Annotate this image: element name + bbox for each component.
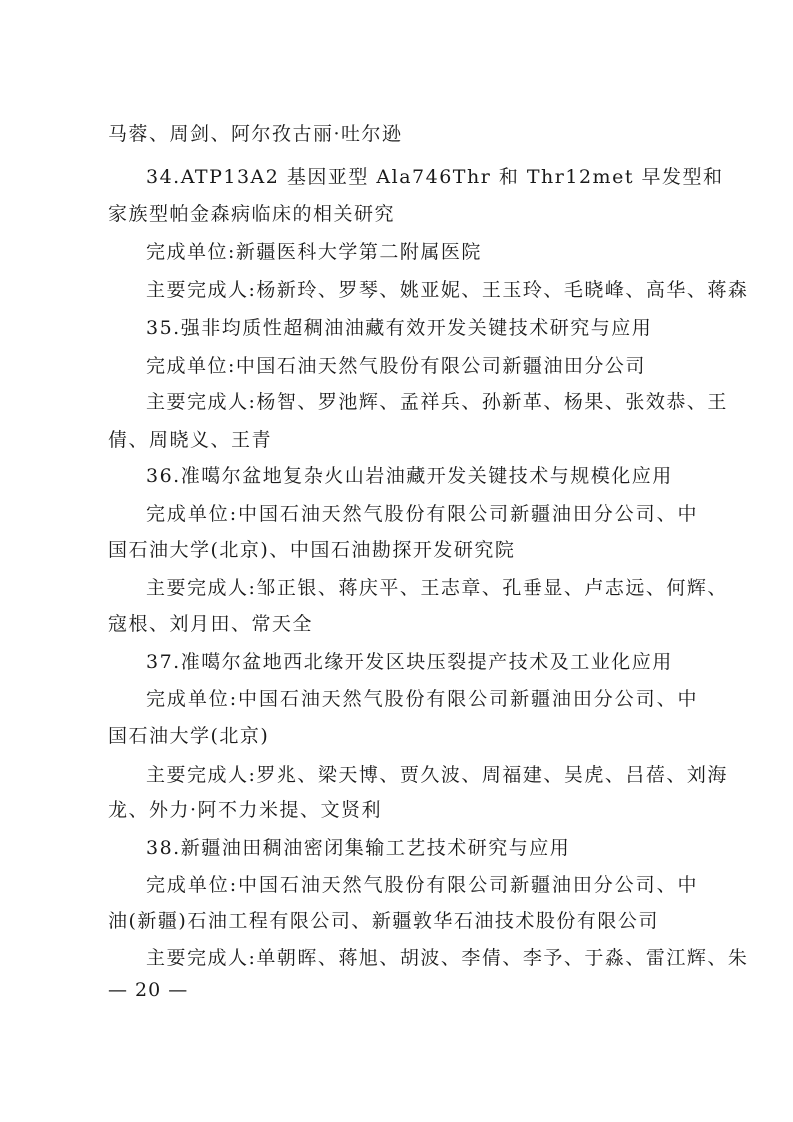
item-title: 35.强非均质性超稠油油藏有效开发关键技术研究与应用	[146, 317, 653, 339]
completion-unit: 完成单位:新疆医科大学第二附属医院	[146, 241, 482, 263]
item-title: 37.准噶尔盆地西北缘开发区块压裂提产技术及工业化应用	[146, 651, 673, 673]
text-line: 国石油大学(北京)	[108, 725, 270, 747]
completion-unit: 完成单位:中国石油天然气股份有限公司新疆油田分公司、中	[146, 688, 698, 710]
main-contributors: 主要完成人:罗兆、梁天博、贾久波、周福建、吴虎、吕蓓、刘海	[146, 764, 728, 786]
completion-unit: 完成单位:中国石油天然气股份有限公司新疆油田分公司、中	[146, 503, 698, 525]
main-contributors: 主要完成人:单朝晖、蒋旭、胡波、李倩、李予、于淼、雷江辉、朱	[146, 947, 749, 969]
item-title: 34.ATP13A2 基因亚型 Ala746Thr 和 Thr12met 早发型和	[146, 166, 724, 188]
completion-unit: 完成单位:中国石油天然气股份有限公司新疆油田分公司、中	[146, 874, 698, 896]
text-line: 油(新疆)石油工程有限公司、新疆敦华石油技术股份有限公司	[108, 910, 659, 932]
text-line: 家族型帕金森病临床的相关研究	[108, 203, 396, 225]
main-contributors: 主要完成人:邹正银、蒋庆平、王志章、孔垂显、卢志远、何辉、	[146, 577, 728, 599]
item-title: 36.准噶尔盆地复杂火山岩油藏开发关键技术与规模化应用	[146, 465, 673, 487]
text-line: 寇根、刘月田、常天全	[108, 613, 314, 635]
text-line: 马蓉、周剑、阿尔孜古丽·吐尔逊	[108, 123, 403, 145]
page-number: — 20 —	[108, 979, 189, 1001]
item-title: 38.新疆油田稠油密闭集输工艺技术研究与应用	[146, 837, 571, 859]
text-line: 倩、周晓义、王青	[108, 429, 273, 451]
completion-unit: 完成单位:中国石油天然气股份有限公司新疆油田分公司	[146, 355, 646, 377]
text-line: 国石油大学(北京)、中国石油勘探开发研究院	[108, 539, 516, 561]
main-contributors: 主要完成人:杨智、罗池辉、孟祥兵、孙新革、杨果、张效恭、王	[146, 391, 728, 413]
main-contributors: 主要完成人:杨新玲、罗琴、姚亚妮、王玉玲、毛晓峰、高华、蒋森	[146, 279, 749, 301]
text-line: 龙、外力·阿不力米提、文贤利	[108, 799, 383, 821]
